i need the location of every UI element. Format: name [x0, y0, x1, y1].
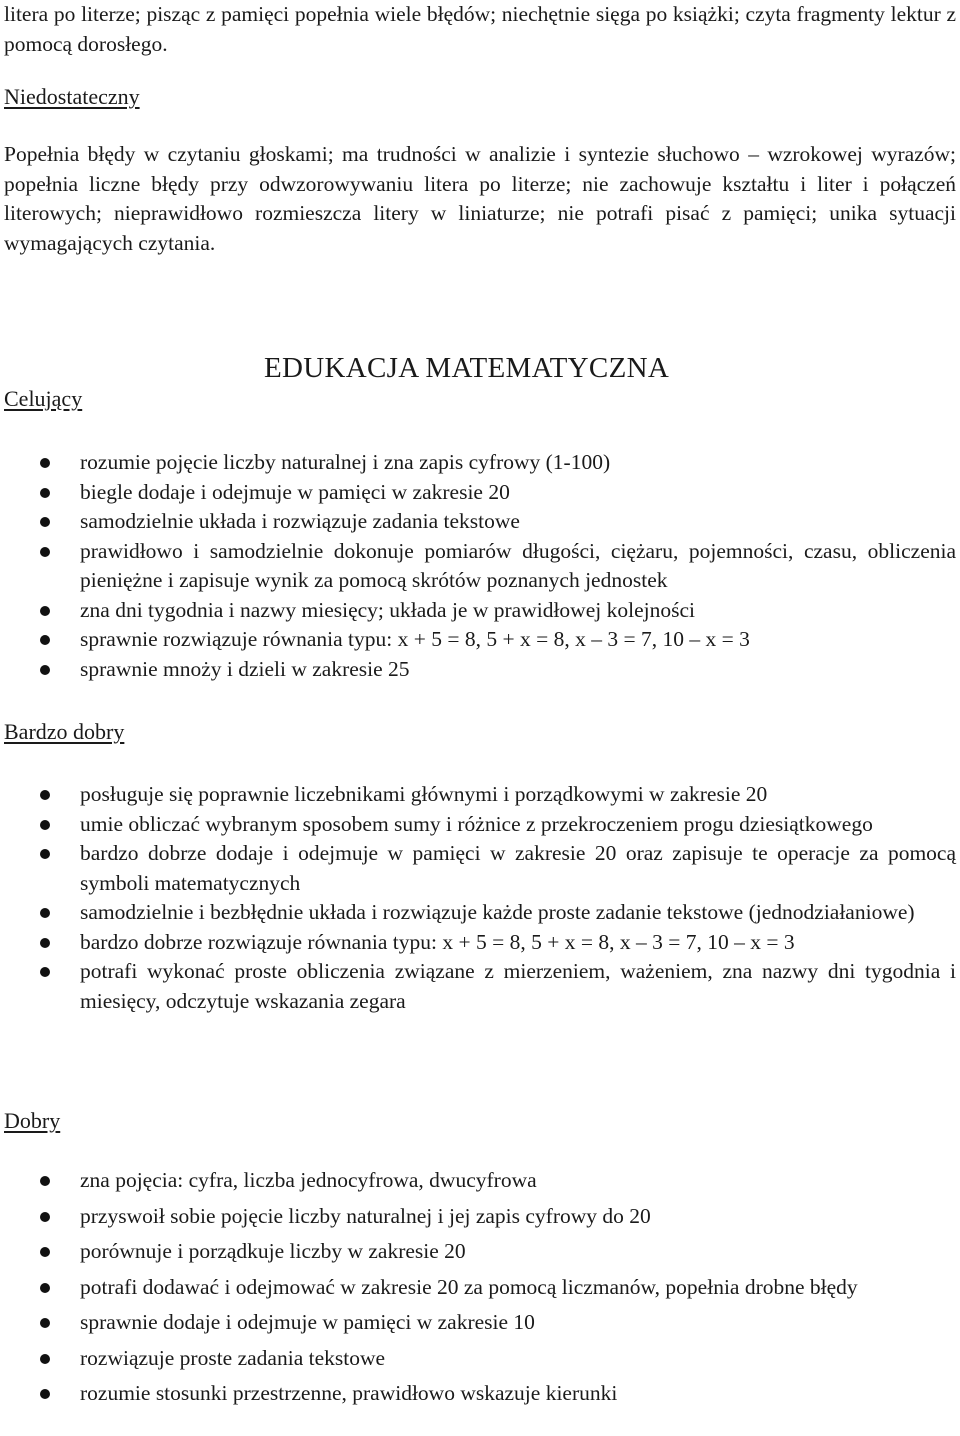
bullet-icon — [40, 1354, 50, 1364]
list-item: bardzo dobrze rozwiązuje równania typu: x + 5 = 8, 5 + x = 8, x – 3 = 7, 10 – x = 3 — [4, 928, 956, 958]
bullet-icon — [40, 458, 50, 468]
list-item: porównuje i porządkuje liczby w zakresie 20 — [4, 1237, 956, 1267]
list-item: zna pojęcia: cyfra, liczba jednocyfrowa, dwucyfrowa — [4, 1166, 956, 1196]
bullet-icon — [40, 820, 50, 830]
bullet-icon — [40, 488, 50, 498]
grade-heading-celujacy: Celujący — [4, 386, 83, 411]
bullet-icon — [40, 1283, 50, 1293]
list-item: prawidłowo i samodzielnie dokonuje pomiarów długości, ciężaru, pojemności, czasu, obliczenia pieniężne i zapisuje wynik za pomocą skrótów poznanych jednostek — [4, 537, 956, 596]
bullet-icon — [40, 1389, 50, 1399]
list-item: zna dni tygodnia i nazwy miesięcy; układa je w prawidłowej kolejności — [4, 596, 956, 626]
bullet-icon — [40, 790, 50, 800]
list-item: samodzielnie i bezbłędnie układa i rozwiązuje każde proste zadanie tekstowe (jednodziałaniowe) — [4, 898, 956, 928]
bullet-icon — [40, 517, 50, 527]
list-item: rozumie pojęcie liczby naturalnej i zna zapis cyfrowy (1-100) — [4, 448, 956, 478]
list-item: przyswoił sobie pojęcie liczby naturalnej i jej zapis cyfrowy do 20 — [4, 1202, 956, 1232]
bullet-icon — [40, 547, 50, 557]
bullet-icon — [40, 1318, 50, 1328]
bardzo-dobry-list — [4, 780, 956, 1016]
bullet-icon — [40, 849, 50, 859]
bullet-icon — [40, 1176, 50, 1186]
list-item: sprawnie mnoży i dzieli w zakresie 25 — [4, 655, 956, 685]
list-item: potrafi wykonać proste obliczenia związane z mierzeniem, ważeniem, zna nazwy dni tygodnia i miesięcy, odczytuje wskazania zegara — [4, 957, 956, 1016]
list-item: sprawnie rozwiązuje równania typu: x + 5 = 8, 5 + x = 8, x – 3 = 7, 10 – x = 3 — [4, 625, 956, 655]
list-item: rozwiązuje proste zadania tekstowe — [4, 1344, 956, 1374]
list-item: rozumie stosunki przestrzenne, prawidłowo wskazuje kierunki — [4, 1379, 956, 1409]
grade-heading-niedostateczny: Niedostateczny — [4, 84, 140, 109]
bullet-icon — [40, 635, 50, 645]
list-item: potrafi dodawać i odejmować w zakresie 20 za pomocą liczmanów, popełnia drobne błędy — [4, 1273, 956, 1303]
list-item: sprawnie dodaje i odejmuje w pamięci w zakresie 10 — [4, 1308, 956, 1338]
niedostateczny-paragraph: Popełnia błędy w czytaniu głoskami; ma trudności w analizie i syntezie słuchowo – wzrokowej wyrazów; popełnia liczne błędy przy odwzorowywaniu litera po literze; nie zachowuje kształtu i liter i połączeń literowych; nieprawidłowo rozmieszcza litery w liniaturze; nie potrafi pisać z pamięci; unika sytuacji wymagających czytania. — [4, 142, 956, 255]
subject-title: EDUKACJA MATEMATYCZNA — [264, 352, 670, 384]
dobry-list — [4, 1166, 956, 1409]
bullet-icon — [40, 967, 50, 977]
celujacy-list — [4, 448, 956, 684]
bullet-icon — [40, 1212, 50, 1222]
list-item: umie obliczać wybranym sposobem sumy i różnice z przekroczeniem progu dziesiątkowego — [4, 810, 956, 840]
intro-paragraph: litera po literze; pisząc z pamięci popełnia wiele błędów; niechętnie sięga po książki; czyta fragmenty lektur z pomocą dorosłego. — [4, 2, 956, 56]
list-item: posługuje się poprawnie liczebnikami głównymi i porządkowymi w zakresie 20 — [4, 780, 956, 810]
bullet-icon — [40, 1247, 50, 1257]
grade-heading-bardzo-dobry: Bardzo dobry — [4, 719, 125, 744]
bullet-icon — [40, 938, 50, 948]
list-item: bardzo dobrze dodaje i odejmuje w pamięci w zakresie 20 oraz zapisuje te operacje za pomocą symboli matematycznych — [4, 839, 956, 898]
bullet-icon — [40, 908, 50, 918]
list-item: samodzielnie układa i rozwiązuje zadania tekstowe — [4, 507, 956, 537]
grade-heading-dobry: Dobry — [4, 1108, 61, 1133]
list-item: biegle dodaje i odejmuje w pamięci w zakresie 20 — [4, 478, 956, 508]
bullet-icon — [40, 665, 50, 675]
bullet-icon — [40, 606, 50, 616]
